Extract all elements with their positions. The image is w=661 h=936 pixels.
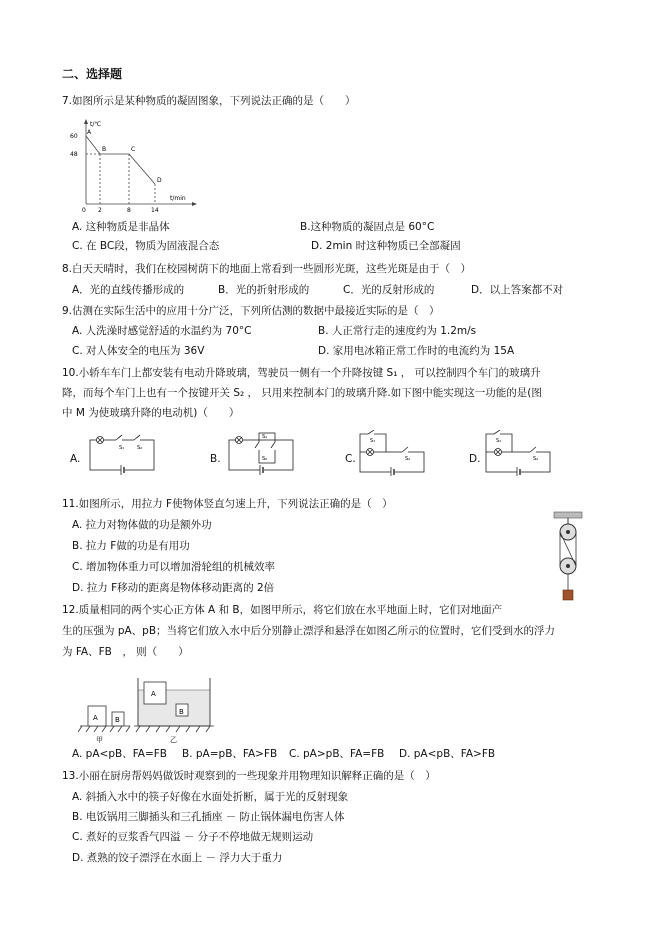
q12-jia-cube-b: B xyxy=(115,716,120,724)
q7-option-b: B.这种物质的凝固点是 60°C xyxy=(300,221,435,233)
q12-stem-line3: 为 FA、FB ， 则（ ） xyxy=(62,646,189,658)
q7-stem: 7.如图所示是某种物质的凝固图象，下列说法正确的是（ ） xyxy=(62,95,356,107)
q9-option-b: B. 人正常行走的速度约为 1.2m/s xyxy=(318,325,477,337)
q10-c-s1: S₁ xyxy=(370,438,376,444)
q7-point-label: A xyxy=(87,129,92,136)
q7-option-d: D. 2min 时这种物质已全部凝固 xyxy=(311,240,461,252)
q8-option-a: A．光的直线传播形成的 xyxy=(72,284,185,296)
q13-stem: 13.小丽在厨房帮妈妈做饭时观察到的一些现象并用物理知识解释正确的是（ ） xyxy=(62,770,436,782)
q12-option-d: D. pA<pB、FA>FB xyxy=(399,748,496,760)
q12-stem-line1: 12.质量相同的两个实心正方体 A 和 B，如图甲所示，将它们放在水平地面上时，它们对地面产 xyxy=(62,604,503,616)
q11-option-a: A. 拉力对物体做的功是额外功 xyxy=(72,519,212,531)
q7-y-tick: 48 xyxy=(70,151,78,158)
q10-c-s2: S₂ xyxy=(405,456,411,462)
q12-option-c: C. pA>pB、FA=FB xyxy=(289,748,385,760)
q12-yi-cube-b: B xyxy=(179,708,184,716)
q11-option-d: D. 拉力 F移动的距离是物体移动距离的 2倍 xyxy=(72,582,275,594)
q7-x-tick: 0 xyxy=(82,207,86,214)
q12-label-jia: 甲 xyxy=(96,736,103,744)
q11-option-b: B. 拉力 F做的功是有用功 xyxy=(72,540,190,552)
q7-option-c: C. 在 BC段，物质为固液混合态 xyxy=(72,240,220,252)
q12-label-yi: 乙 xyxy=(170,736,177,744)
q10-label-a: A. xyxy=(70,453,81,465)
q10-b-s1: S₁ xyxy=(262,434,268,440)
q9-option-d: D. 家用电冰箱正常工作时的电流约为 15A xyxy=(318,345,515,357)
q12-option-a: A. pA<pB、FA=FB xyxy=(72,748,167,760)
q10-circuit-b xyxy=(225,430,299,476)
q10-circuit-d xyxy=(482,430,556,476)
q7-solidification-graph xyxy=(62,116,202,216)
q10-b-s2: S₂ xyxy=(262,456,268,462)
q10-d-s1: S₁ xyxy=(496,438,502,444)
q10-label-b: B. xyxy=(210,453,221,465)
q9-stem: 9.估测在实际生活中的应用十分广泛，下列所估测的数据中最接近实际的是（ ） xyxy=(62,305,440,317)
q10-circuit-c xyxy=(356,430,430,476)
q12-stem-line2: 生的压强为 pA、pB；当将它们放入水中后分别静止漂浮和悬浮在如图乙所示的位置时，它们受到水的浮力 xyxy=(62,625,556,637)
q8-option-b: B．光的折射形成的 xyxy=(218,284,310,296)
q12-cube-figure xyxy=(78,674,218,744)
q7-x-tick: 14 xyxy=(151,207,159,214)
q10-stem-line2: 降，而每个车门上也有一个按键开关 S₂ ， 只用来控制本门的玻璃升降.如下图中能实现这一功能的是(图 xyxy=(62,387,542,399)
q12-option-b: B. pA=pB、FA>FB xyxy=(182,748,278,760)
q11-pulley-figure xyxy=(548,510,588,606)
q8-option-d: D．以上答案都不对 xyxy=(471,284,564,296)
q11-stem: 11.如图所示，用拉力 F使物体竖直匀速上升，下列说法正确的是（ ） xyxy=(62,498,393,510)
q13-option-c: C. 煮好的豆浆香气四溢 － 分子不停地做无规则运动 xyxy=(72,831,314,843)
q12-jia-cube-a: A xyxy=(93,714,98,722)
q10-label-c: C. xyxy=(345,453,356,465)
q11-option-c: C. 增加物体重力可以增加滑轮组的机械效率 xyxy=(72,561,276,573)
section-title: 二、选择题 xyxy=(62,67,123,81)
q7-point-label: D xyxy=(157,177,162,184)
q7-point-label: C xyxy=(131,146,136,153)
q7-y-axis-label: t/℃ xyxy=(90,121,102,128)
q12-yi-cube-a: A xyxy=(151,690,156,698)
q9-option-a: A. 人洗澡时感觉舒适的水温约为 70°C xyxy=(72,325,252,337)
q9-option-c: C. 对人体安全的电压为 36V xyxy=(72,345,205,357)
q7-x-tick: 2 xyxy=(98,207,102,214)
q7-point-label: B xyxy=(102,146,107,153)
q7-x-axis-label: t/min xyxy=(170,195,186,202)
q8-stem: 8.白天天晴时，我们在校园树荫下的地面上常看到一些圆形光斑，这些光斑是由于（ ） xyxy=(62,263,472,275)
q7-x-tick: 8 xyxy=(127,207,131,214)
q8-option-c: C．光的反射形成的 xyxy=(343,284,435,296)
q7-y-tick: 60 xyxy=(70,133,78,140)
q13-option-b: B. 电饭锅用三脚插头和三孔插座 － 防止锅体漏电伤害人体 xyxy=(72,811,345,823)
q10-a-s2: S₂ xyxy=(137,445,143,451)
q10-d-s2: S₂ xyxy=(533,456,539,462)
q7-option-a: A. 这种物质是非晶体 xyxy=(72,221,170,233)
q10-a-s1: S₁ xyxy=(119,445,125,451)
q13-option-a: A. 斜插入水中的筷子好像在水面处折断，属于光的反射现象 xyxy=(72,791,349,803)
q13-option-d: D. 煮熟的饺子漂浮在水面上 － 浮力大于重力 xyxy=(72,852,283,864)
q10-label-d: D. xyxy=(469,453,481,465)
q10-stem-line1: 10.小轿车车门上都安装有电动升降玻璃，驾驶员一侧有一个升降按键 S₁ ， 可以控制四个车门的玻璃升 xyxy=(62,367,541,379)
q10-stem-line3: 中 M 为使玻璃升降的电动机)（ ） xyxy=(62,407,240,419)
q10-circuit-a xyxy=(86,432,160,476)
